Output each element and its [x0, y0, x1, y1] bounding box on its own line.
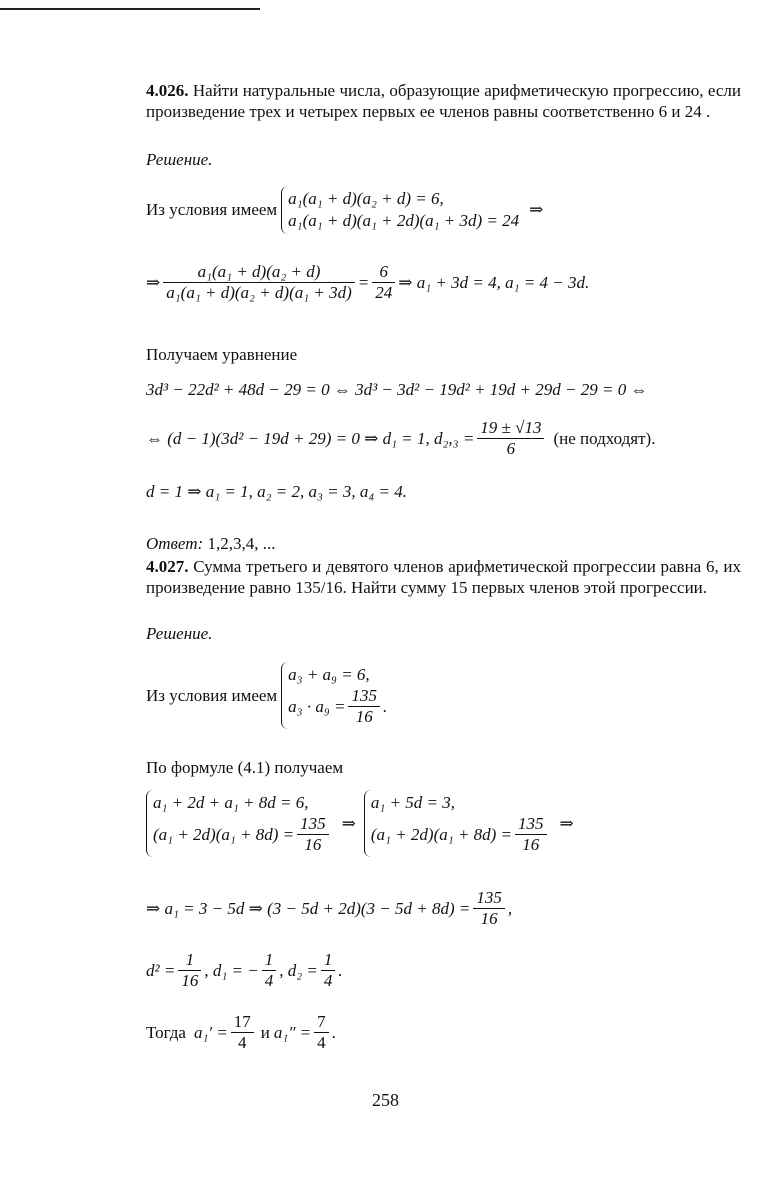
fraction-7-4	[314, 1012, 329, 1053]
substitution-line: ⇒ a₁ = 3 − 5d ⇒ (3 − 5d + 2d)(3 − 5d + 8d) = $\frac{135}{16}$ ,	[146, 888, 513, 928]
formula-systems	[146, 790, 574, 857]
equation-label: Получаем уравнение	[146, 345, 298, 364]
ratio-line: ⇒ $\frac{\text{a₁(a₁ + d)(a₂ + d)}}{\text{a₁(a₁ + d)(a₂ + d)(a₁ + 3d)}}$ = $\frac{6}{24}$ ⇒ a₁ + 3d = 4, a₁ = 4 − 3d.	[146, 262, 590, 302]
fraction-135-16	[515, 814, 547, 855]
system-line-1: a₁(a₁ + d)(a₂ + d) = 6,	[288, 189, 444, 208]
fraction-denominator: 16	[178, 970, 201, 991]
roots-numerator: 19 ± √13	[480, 418, 542, 437]
formula-label: По формуле (4.1) получаем	[146, 758, 344, 777]
system-line-2	[153, 814, 332, 855]
fraction-17-4	[231, 1012, 254, 1053]
answer-label: Ответ:	[146, 534, 204, 553]
ratio-result: ⇒ a₁ + 3d = 4, a₁ = 4 − 3d.	[398, 272, 590, 292]
fraction-denominator: 4	[231, 1032, 254, 1053]
ratio-fraction	[163, 262, 355, 303]
d-values-line: d² = $\frac{1}{16}$ , d₁ = − $\frac{1}{4}$ , d₂ = $\frac{1}{4}$ .	[146, 950, 343, 990]
fraction-numerator: 17	[233, 1012, 251, 1031]
system-line-1: a₃ + a₉ = 6,	[288, 665, 370, 684]
problem-text: Найти натуральные числа, образующие арифметическую прогрессию, если произведение трех и четырех первых ее членов равны соответственно 6 и 24 .	[146, 81, 741, 121]
fraction-135-16	[297, 814, 329, 855]
roots-denominator: 6	[477, 438, 544, 459]
problem-text: Сумма третьего и девятого членов арифметической прогрессии равна 6, их произведение равно 135/16. Найти сумму 15 первых членов этой прогрессии.	[146, 557, 741, 597]
fraction-denominator: 16	[515, 834, 547, 855]
then-label: Тогда	[146, 1022, 186, 1042]
system-line-1: a₁ + 5d = 3,	[370, 793, 455, 812]
d2-label: , d₂ =	[279, 960, 318, 980]
page-number: 258	[372, 1090, 399, 1110]
d-squared: d² =	[146, 960, 176, 980]
a1-double-prime: a₁″ =	[273, 1022, 312, 1042]
system-line-1: a₁ + 2d + a₁ + 8d = 6,	[153, 793, 309, 812]
problem-4-027-statement	[146, 556, 741, 598]
problem-number: 4.027.	[146, 557, 189, 576]
system-line-2: a₁(a₁ + d)(a₁ + 2d)(a₁ + 3d) = 24	[288, 211, 520, 230]
terms-values: d = 1 ⇒ a₁ = 1, a₂ = 2, a₃ = 3, a₄ = 4.	[146, 482, 407, 501]
system-b	[364, 790, 550, 857]
fraction-numerator: 1	[264, 950, 274, 969]
fraction-numerator: 135	[300, 814, 326, 833]
roots-note: (не подходят).	[553, 428, 656, 448]
fraction-1-4	[321, 950, 336, 991]
fraction-denominator: 4	[321, 970, 336, 991]
fraction-numerator: 135	[476, 888, 502, 907]
fraction-numerator: 1	[185, 950, 195, 969]
fraction-numerator: 6	[379, 262, 389, 281]
condition-label: Из условия имеем	[146, 200, 278, 219]
fraction-numerator: 135	[518, 814, 544, 833]
solution-label: Решение.	[146, 624, 213, 643]
fraction-denominator: 4	[262, 970, 277, 991]
condition-system-2	[146, 662, 393, 729]
a1-prime: a₁′ =	[193, 1022, 228, 1042]
and-word: и	[260, 1022, 270, 1042]
system-line-2-text: (a₁ + 2d)(a₁ + 8d) =	[153, 824, 295, 844]
fraction-1-4	[262, 950, 277, 991]
fraction-denominator: 24	[372, 282, 395, 303]
substitution-text: ⇒ a₁ = 3 − 5d ⇒ (3 − 5d + 2d)(3 − 5d + 8d) =	[146, 898, 471, 918]
ratio-denominator: a₁(a₁ + d)(a₂ + d)(a₁ + 3d)	[163, 282, 355, 303]
system-line-2-text: (a₁ + 2d)(a₁ + 8d) =	[370, 824, 513, 844]
system-line-2-text: a₃ · a₉ =	[288, 696, 346, 716]
implies-arrow: ⇒	[341, 813, 356, 833]
fraction-135-16	[473, 888, 505, 929]
fraction-denominator: 16	[473, 908, 505, 929]
condition-system-1	[146, 186, 543, 234]
factored-equation: ⇔ (d − 1)(3d² − 19d + 29) = 0 ⇒ d₁ = 1, d₂,₃ =	[146, 428, 475, 448]
system-line-2	[371, 814, 550, 855]
six-over-24-fraction	[372, 262, 395, 303]
d1-label: , d₁ = −	[204, 960, 259, 980]
fraction-numerator: 1	[323, 950, 333, 969]
condition-label: Из условия имеем	[146, 685, 278, 705]
answer-line	[146, 534, 275, 554]
then-line: Тогда a₁′ = $\frac{17}{4}$ и a₁″ = $\frac{7}{4}$ .	[146, 1012, 336, 1052]
fraction-135-16	[348, 686, 380, 727]
roots-fraction	[477, 418, 544, 459]
system-a	[146, 790, 332, 857]
implies-arrow: ⇒	[559, 813, 574, 833]
fraction-denominator: 16	[297, 834, 329, 855]
fraction-denominator: 4	[314, 1032, 329, 1053]
cubic-equation: 3d³ − 22d² + 48d − 29 = 0 ⇔ 3d³ − 3d² − 19d² + 19d + 29d − 29 = 0 ⇔	[146, 380, 648, 399]
fraction-1-16	[178, 950, 201, 991]
header-rule	[0, 8, 260, 10]
equation-system	[281, 662, 387, 729]
implies-arrow: ⇒	[529, 200, 544, 219]
system-line-2: a₃ · a₉ = $\frac{135}{16}$ .	[288, 686, 388, 726]
fraction-denominator: 16	[348, 706, 380, 727]
fraction-numerator: 7	[317, 1012, 326, 1031]
problem-4-026-statement	[146, 80, 741, 122]
equation-system	[281, 186, 519, 234]
implies-arrow: ⇒	[146, 272, 161, 292]
fraction-numerator: 135	[351, 686, 377, 705]
factored-line	[146, 418, 655, 459]
problem-number: 4.026.	[146, 81, 189, 100]
answer-value: 1,2,3,4, ...	[203, 534, 276, 553]
solution-label: Решение.	[146, 150, 213, 169]
ratio-numerator: a₁(a₁ + d)(a₂ + d)	[197, 262, 321, 281]
